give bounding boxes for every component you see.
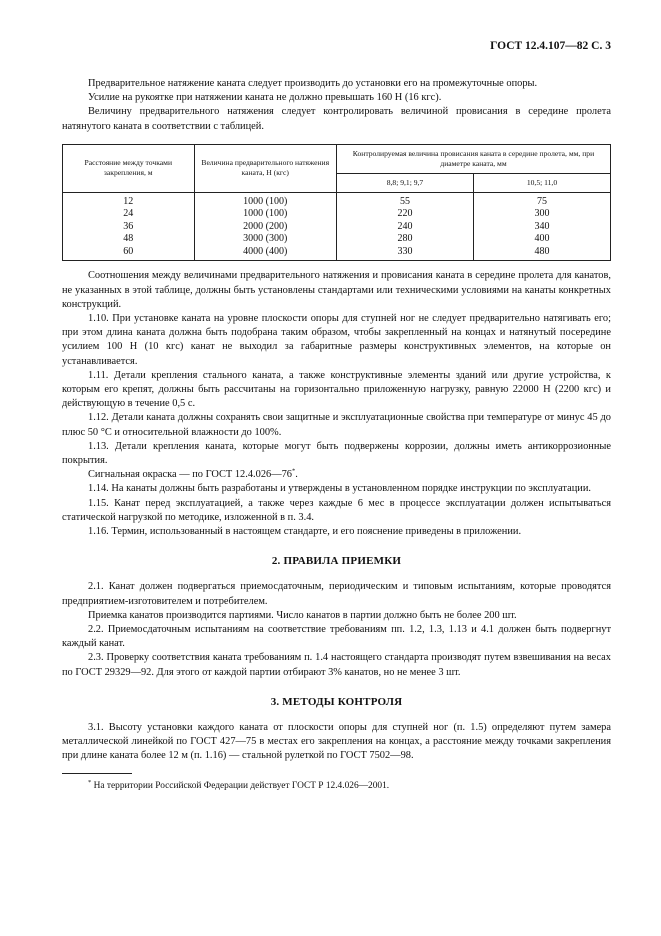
paragraph-1-13: 1.13. Детали крепления каната, которые могут быть подвержены коррозии, должны иметь антикоррозионные покрытия. <box>62 440 611 466</box>
table-cell: 48 <box>63 233 195 246</box>
paragraph-1-16: 1.16. Термин, использованный в настоящем стандарте, и его пояснение приведены в приложении. <box>88 525 522 537</box>
table-cell: 75 <box>473 192 610 208</box>
paragraph-signal-coloring <box>62 468 611 482</box>
signal-tail: . <box>295 469 298 481</box>
section-2-title: 2. ПРАВИЛА ПРИЕМКИ <box>271 555 402 568</box>
table-cell: 340 <box>473 221 610 234</box>
table-row <box>63 233 611 246</box>
paragraph-1-14: 1.14. На канаты должны быть разработаны и утверждены в установленном порядке инструкции по эксплуатации. <box>88 483 591 495</box>
table-cell: 300 <box>473 208 610 221</box>
paragraph-1-11: 1.11. Детали крепления стального каната, а также конструктивные элементы зданий или другие устройства, к которым его крепят, должны быть рассчитаны на горизонтально приложенную нагрузку, равную 22000 Н (2200 кгс) и действующую в течение 0,5 с. <box>62 369 611 410</box>
footnote-marker: * <box>292 467 296 475</box>
table-header-sag: Контролируемая величина провисания каната в середине пролета, мм, при диаметре каната, мм <box>336 144 610 173</box>
table-subheader-diam2: 10,5; 11,0 <box>473 173 610 192</box>
table-cell: 480 <box>473 246 610 261</box>
page-content <box>62 77 611 793</box>
footnote-divider <box>62 773 132 774</box>
paragraph: Соотношения между величинами предварительного натяжения и провисания каната в середине пролета для канатов, не указанных в этой таблице, должны быть установлены стандартами или техническими условиями на канаты конкретных конструкций. <box>62 270 611 310</box>
table-subheader-diam1: 8,8; 9,1; 9,7 <box>336 173 473 192</box>
table-cell: 400 <box>473 233 610 246</box>
table-cell: 220 <box>336 208 473 221</box>
paragraph-2-3: 2.3. Проверку соответствия каната требованиям п. 1.4 настоящего стандарта производят путем взвешивания на весах по ГОСТ 29329—92. Для этого от каждой партии отбирают 3% канатов, но не менее 3 шт. <box>62 652 611 678</box>
table-cell: 4000 (400) <box>194 246 336 261</box>
table-cell: 330 <box>336 246 473 261</box>
table-cell: 2000 (200) <box>194 221 336 234</box>
sag-table <box>62 144 611 262</box>
paragraph-1-10: 1.10. При установке каната на уровне плоскости опоры для ступней ног не следует предварительно натягивать его; при этом длина каната должна быть подобрана таким образом, чтобы закрепленный на концах и натянутый посередине усилием 100 Н (10 кгс) канат не выходил за габаритные размеры конструктивных элементов, на которые он устанавливается. <box>62 312 611 367</box>
paragraph: Усилие на рукоятке при натяжении каната не должно превышать 160 Н (16 кгс). <box>88 92 442 104</box>
signal-text: Сигнальная окраска — по ГОСТ 12.4.026—76 <box>88 469 292 481</box>
table-cell: 12 <box>63 192 195 208</box>
table-row <box>63 192 611 208</box>
table-cell: 60 <box>63 246 195 261</box>
paragraph-1-15: 1.15. Канат перед эксплуатацией, а также через каждые 6 мес в процессе эксплуатации должен испытываться статической нагрузкой по методике, изложенной в п. 3.4. <box>62 497 611 523</box>
table-cell: 240 <box>336 221 473 234</box>
section-3-title: 3. МЕТОДЫ КОНТРОЛЯ <box>270 695 403 708</box>
table-cell: 1000 (100) <box>194 208 336 221</box>
table-row <box>63 208 611 221</box>
table-cell: 55 <box>336 192 473 208</box>
table-cell: 24 <box>63 208 195 221</box>
table-cell: 36 <box>63 221 195 234</box>
table-header-distance: Расстояние между точками закрепления, м <box>63 144 195 192</box>
table-cell: 3000 (300) <box>194 233 336 246</box>
footnote-text: На территории Российской Федерации действует ГОСТ Р 12.4.026—2001. <box>93 780 390 791</box>
table-row <box>63 246 611 261</box>
table-row <box>63 221 611 234</box>
paragraph: Приемка канатов производится партиями. Число канатов в партии должно быть не более 200 шт. <box>88 609 517 621</box>
paragraph-2-2: 2.2. Приемосдаточным испытаниям на соответствие требованиям пп. 1.2, 1.3, 1.13 и 4.1 должен быть подвергнут каждый канат. <box>62 623 611 650</box>
paragraph: Величину предварительного натяжения следует контролировать величиной провисания в середине пролета натянутого каната в соответствии с таблицей. <box>62 106 611 132</box>
table-cell: 280 <box>336 233 473 246</box>
table-cell: 1000 (100) <box>194 192 336 208</box>
paragraph-3-1: 3.1. Высоту установки каждого каната от плоскости опоры для ступней ног (п. 1.5) определяют путем замера металлической линейкой по ГОСТ 427—75 в местах его закрепления на концах, а расстояние между точками закрепления при длине каната более 12 м (п. 1.16) — стальной рулеткой по ГОСТ 7502—98. <box>62 722 611 762</box>
page-header: ГОСТ 12.4.107—82 С. 3 <box>490 40 611 52</box>
table-header-tension: Величина предварительного натяжения каната, Н (кгс) <box>194 144 336 192</box>
paragraph: Предварительное натяжение каната следует производить до установки его на промежуточные опоры. <box>88 78 538 89</box>
paragraph-2-1: 2.1. Канат должен подвергаться приемосдаточным, периодическим и типовым испытаниям, которые проводятся предприятием-изготовителем и потребителем. <box>62 581 611 607</box>
footnote <box>62 779 611 793</box>
paragraph-1-12: 1.12. Детали каната должны сохранять свои защитные и эксплуатационные свойства при температуре от минус 45 до плюс 50 °С и относительной влажности до 100%. <box>62 412 611 438</box>
footnote-marker: * <box>88 778 92 786</box>
